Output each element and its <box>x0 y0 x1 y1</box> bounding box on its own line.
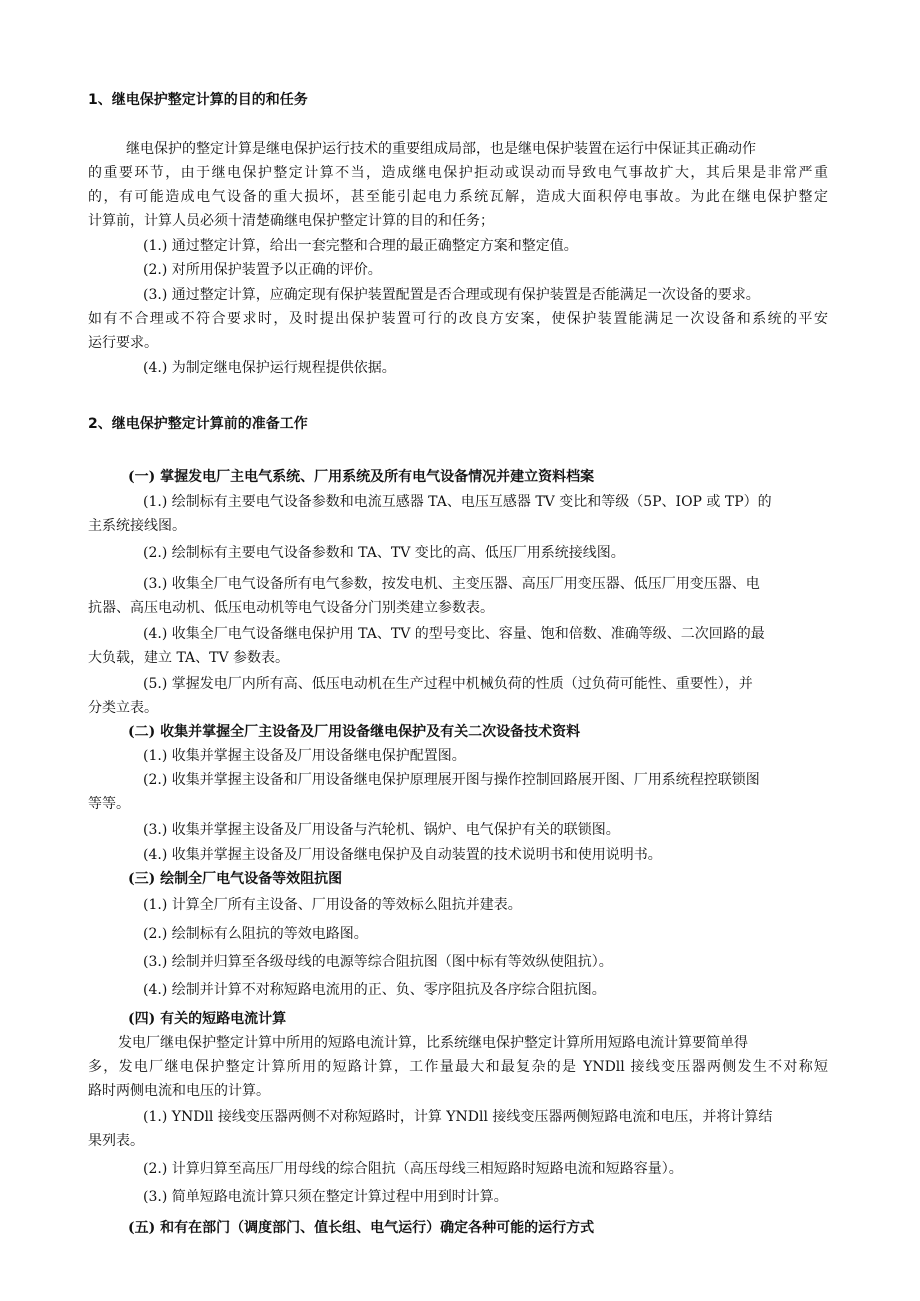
sub4-para-line: 发电厂继电保护整定计算中所用的短路电流计算，比系统继电保护整定计算所用短路电流计算要简单得 <box>118 1035 748 1051</box>
sub4-para-line: 多，发电厂继电保护整定计算所用的短路计算，工作量最大和最复杂的是 YNDll 接线变压器两侧发生不对称短 <box>88 1059 828 1075</box>
sub1-item-3-cont: 抗器、高压电动机、低压电动机等电气设备分门别类建立参数表。 <box>88 600 494 616</box>
subsection-2-title: (二) 收集并掌握全厂主设备及厂用设备继电保护及有关二次设备技术资料 <box>128 724 581 740</box>
subsection-4-title: (四) 有关的短路电流计算 <box>128 1011 287 1027</box>
sub4-para-line: 路时两侧电流和电压的计算。 <box>88 1083 270 1099</box>
sub2-item-2-cont: 等等。 <box>88 796 130 812</box>
sub4-item-3: (3.) 简单短路电流计算只须在整定计算过程中用到时计算。 <box>143 1189 508 1205</box>
sub1-item-2: (2.) 绘制标有主要电气设备参数和 TA、TV 变比的高、低压厂用系统接线图。 <box>143 545 625 561</box>
sub4-item-1: (1.) YNDll 接线变压器两侧不对称短路时，计算 YNDll 接线变压器两侧短路电流和电压，并将计算结 <box>143 1109 773 1125</box>
section-1-item-4: (4.) 为制定继电保护运行规程提供依据。 <box>143 360 396 376</box>
sub3-item-3: (3.) 绘制并归算至各级母线的电源等综合阻抗图（图中标有等效纵使阻抗）。 <box>143 954 613 970</box>
section-1-para-line: 计算前，计算人员必须十清楚确继电保护整定计算的目的和任务； <box>88 213 494 229</box>
sub3-item-1: (1.) 计算全厂所有主设备、厂用设备的等效标么阻抗并建表。 <box>143 897 522 913</box>
section-1-heading: 1、继电保护整定计算的目的和任务 <box>88 92 308 108</box>
sub2-item-1: (1.) 收集并掌握主设备及厂用设备继电保护配置图。 <box>143 748 466 764</box>
sub4-item-2: (2.) 计算归算至高压厂用母线的综合阻抗（高压母线三相短路时短路电流和短路容量）。 <box>143 1161 683 1177</box>
sub1-item-5-cont: 分类立表。 <box>88 700 158 716</box>
section-1-para-line: 的重要环节，由于继电保护整定计算不当，造成继电保护拒动或误动而导致电气事故扩大，其后果是非常严重 <box>88 165 828 181</box>
sub4-item-1-cont: 果列表。 <box>88 1133 144 1149</box>
sub1-item-1: (1.) 绘制标有主要电气设备参数和电流互感器 TA、电压互感器 TV 变比和等级（5P、IOP 或 TP）的 <box>143 494 772 510</box>
section-1-item-3-cont: 运行要求。 <box>88 335 158 351</box>
subsection-5-title: (五) 和有在部门（调度部门、值长组、电气运行）确定各种可能的运行方式 <box>128 1220 595 1236</box>
section-1-item-1: (1.) 通过整定计算，给出一套完整和合理的最正确整定方案和整定值。 <box>143 238 578 254</box>
sub2-item-4: (4.) 收集并掌握主设备及厂用设备继电保护及自动装置的技术说明书和使用说明书。 <box>143 847 662 863</box>
sub1-item-1-cont: 主系统接线图。 <box>88 518 186 534</box>
section-1-para-line: 继电保护的整定计算是继电保护运行技术的重要组成局部，也是继电保护装置在运行中保证其正确动作 <box>126 141 756 157</box>
sub3-item-4: (4.) 绘制并计算不对称短路电流用的正、负、零序阻抗及各序综合阻抗图。 <box>143 982 606 998</box>
sub2-item-2: (2.) 收集并掌握主设备和厂用设备继电保护原理展开图与操作控制回路展开图、厂用系统程控联锁图 <box>143 772 760 788</box>
sub3-item-2: (2.) 绘制标有么阻抗的等效电路图。 <box>143 926 368 942</box>
sub1-item-4: (4.) 收集全厂电气设备继电保护用 TA、TV 的型号变比、容量、饱和倍数、准确等级、二次回路的最 <box>143 626 765 642</box>
sub1-item-3: (3.) 收集全厂电气设备所有电气参数，按发电机、主变压器、高压厂用变压器、低压厂用变压器、电 <box>143 576 760 592</box>
section-1-item-3: (3.) 通过整定计算，应确定现有保护装置配置是否合理或现有保护装置是否能满足一次设备的要求。 <box>143 287 760 303</box>
subsection-1-title: (一) 掌握发电厂主电气系统、厂用系统及所有电气设备情况并建立资料档案 <box>128 469 595 485</box>
sub2-item-3: (3.) 收集并掌握主设备及厂用设备与汽轮机、锅炉、电气保护有关的联锁图。 <box>143 822 620 838</box>
sub1-item-5: (5.) 掌握发电厂内所有高、低压电动机在生产过程中机械负荷的性质（过负荷可能性、重要性），并 <box>143 676 753 692</box>
subsection-3-title: (三) 绘制全厂电气设备等效阻抗图 <box>128 871 343 887</box>
sub1-item-4-cont: 大负载，建立 TA、TV 参数表。 <box>88 650 290 666</box>
section-1-item-2: (2.) 对所用保护装置予以正确的评价。 <box>143 262 382 278</box>
section-2-heading: 2、继电保护整定计算前的准备工作 <box>88 416 308 432</box>
section-1-para-line: 的，有可能造成电气设备的重大损坏，甚至能引起电力系统瓦解，造成大面积停电事故。为此在继电保护整定 <box>88 189 828 205</box>
section-1-item-3-cont: 如有不合理或不符合要求时，及时提出保护装置可行的改良方安案，使保护装置能满足一次设备和系统的平安 <box>88 311 828 327</box>
